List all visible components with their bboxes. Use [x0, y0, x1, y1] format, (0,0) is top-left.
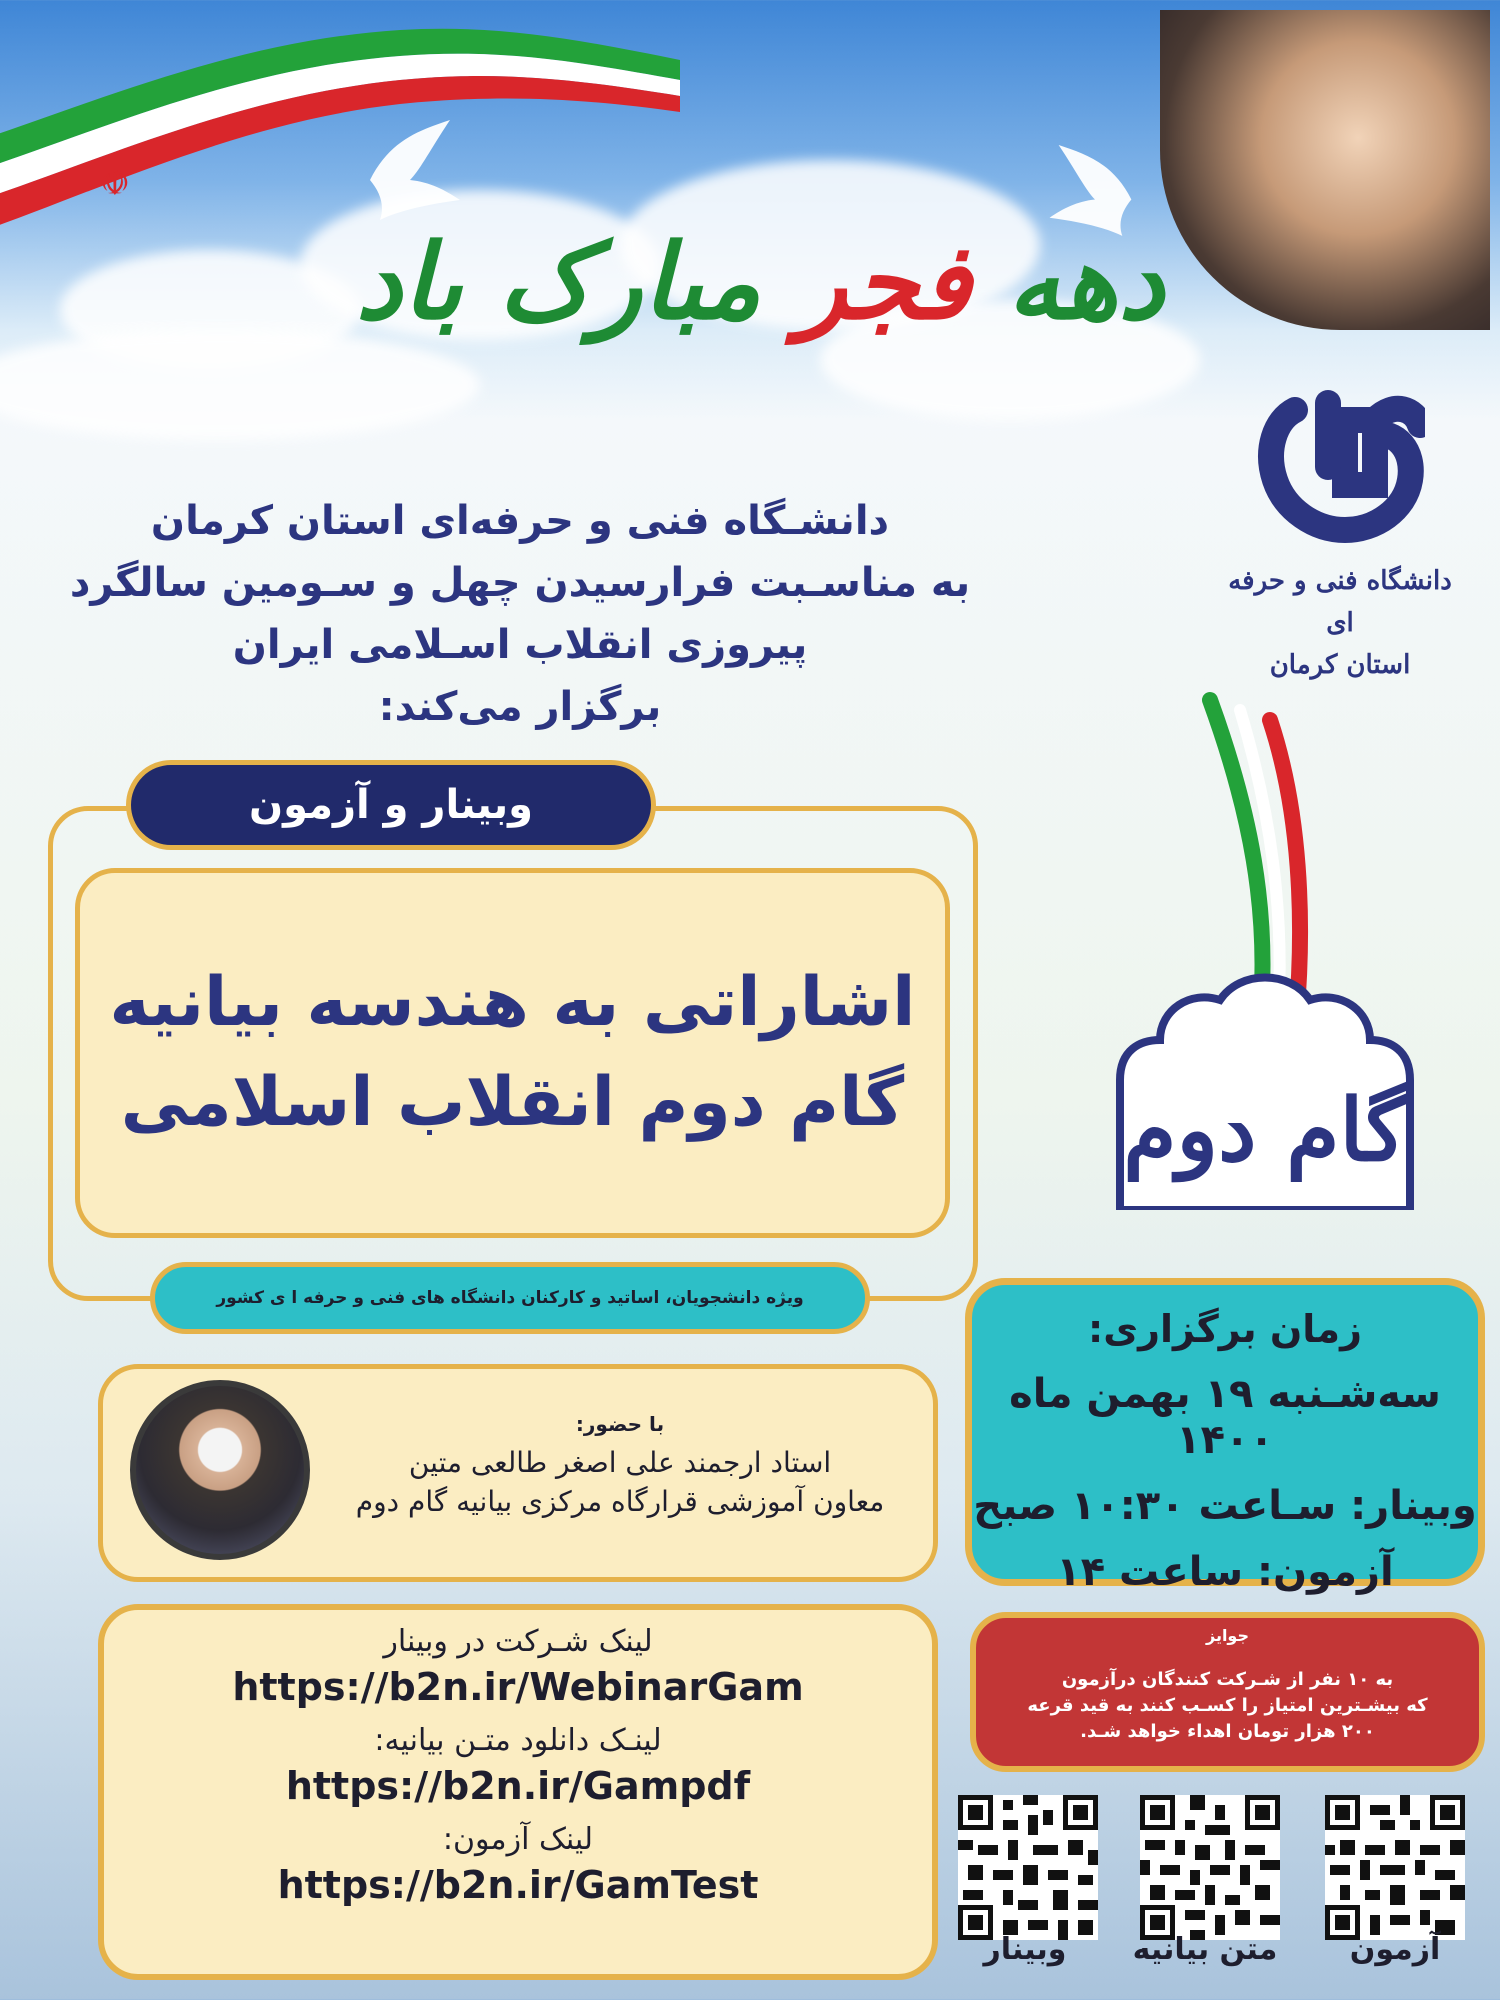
banner-word-fajr: فجر [797, 220, 972, 343]
leaders-portrait [1160, 10, 1490, 330]
links-box [98, 1604, 938, 1980]
intro-line4: برگزار می‌کند: [378, 684, 662, 730]
qr-code-exam[interactable] [1325, 1795, 1465, 1940]
pdf-link-label: لینـک دانلود متـن بیانیه: [374, 1723, 662, 1758]
qr-label-webinar: وبینار [983, 1932, 1067, 1967]
event-type-pill: وبینار و آزمون [126, 760, 656, 850]
university-logo [1210, 380, 1470, 700]
webinar-link-label: لینک شـرکت در وبینار [383, 1624, 653, 1659]
presenter-avatar [130, 1380, 310, 1560]
schedule-date: سه‌شـنبه ۱۹ بهمن ماه ۱۴۰۰ [1009, 1371, 1441, 1463]
schedule-exam-time: آزمون: ساعت ۱۴ [1056, 1549, 1394, 1595]
qr-code-webinar[interactable] [958, 1795, 1098, 1940]
pdf-link[interactable]: https://b2n.ir/Gampdf [285, 1764, 751, 1808]
svg-text:☫: ☫ [99, 164, 130, 204]
exam-link-label: لینک آزمون: [442, 1822, 594, 1857]
banner-word-mobarak: مبارک باد [355, 220, 761, 343]
event-title-line2: گام دوم انقلاب اسلامی [120, 1063, 905, 1142]
prizes-heading: جوایز [1205, 1626, 1249, 1645]
banner-word-daheh: دهه [1007, 220, 1165, 343]
audience-badge: ویژه دانشجویان، اساتید و کارکنان دانشگاه های فنی و حرفه ا ی کشور [150, 1262, 870, 1334]
university-emblem-icon [1255, 380, 1425, 560]
presenter-name: استاد ارجمند علی اصغر طالعی متین [408, 1446, 832, 1479]
event-title-line1: اشاراتی به هندسه بیانیه [109, 963, 916, 1042]
schedule-box [965, 1278, 1485, 1595]
prizes-line1: به ۱۰ نفر از شـرکت کنندگان درآزمون [1061, 1669, 1394, 1690]
presenter-intro: با حضور: [575, 1412, 665, 1436]
event-title-box [75, 868, 950, 1238]
dove-icon [350, 120, 470, 230]
prizes-line2: که بیشـترین امتیاز را کسـب کنند به قید قرعه [1027, 1695, 1428, 1716]
gam-dovom-emblem [1100, 690, 1430, 1210]
intro-text [40, 490, 1000, 738]
intro-line3: پیروزی انقلاب اسـلامی ایران [232, 622, 808, 668]
exam-link[interactable]: https://b2n.ir/GamTest [277, 1863, 759, 1907]
logo-line1: دانشگاه فنی و حرفه ای [1228, 566, 1452, 638]
banner-title [330, 220, 1190, 343]
schedule-webinar-time: وبینار: سـاعت ۱۰:۳۰ صبح [973, 1483, 1477, 1529]
prizes-line3: ۲۰۰ هزار تومان اهداء خواهد شـد. [1080, 1721, 1375, 1742]
presenter-role: معاون آموزشی قرارگاه مرکزی بیانیه گام دوم [355, 1485, 885, 1518]
qr-label-exam: آزمون [1349, 1932, 1441, 1967]
logo-line2: استان کرمان [1269, 650, 1411, 680]
intro-line1: دانشـگاه فنی و حرفه‌ای استان کرمان [150, 498, 890, 544]
presenter-info [320, 1412, 920, 1518]
qr-code-statement[interactable] [1140, 1795, 1280, 1940]
webinar-link[interactable]: https://b2n.ir/WebinarGam [232, 1665, 804, 1709]
emblem-text: گام دوم [1123, 1080, 1407, 1181]
qr-label-statement: متن بیانیه [1132, 1932, 1278, 1967]
prizes-box [970, 1612, 1485, 1772]
schedule-heading: زمان برگزاری: [1088, 1307, 1362, 1351]
intro-line2: به مناسـبت فرارسیدن چهل و سـومین سالگرد [69, 560, 971, 606]
